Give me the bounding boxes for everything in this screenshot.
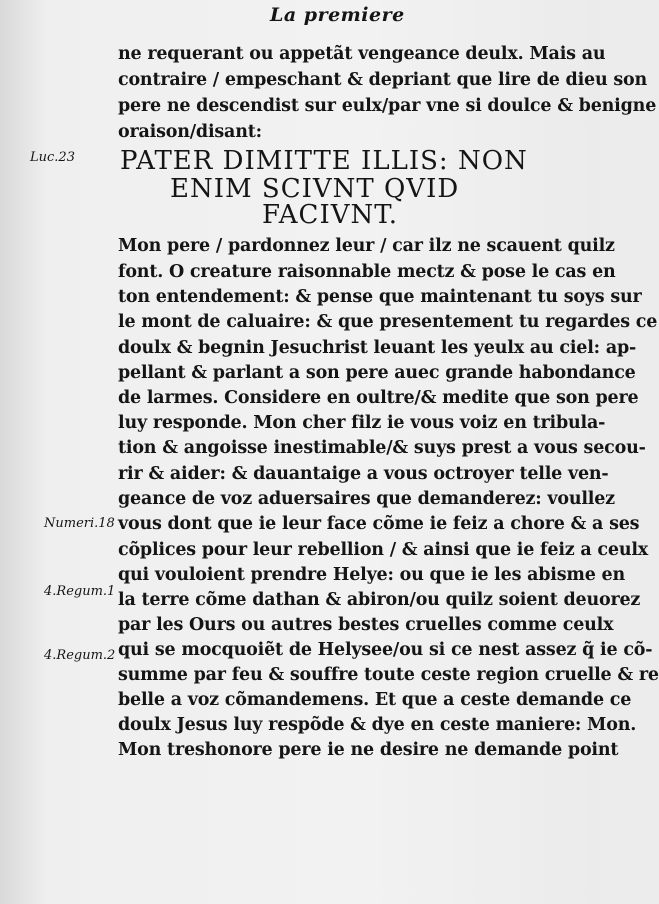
text-line: doulx Jesus luy respõde & dye en ceste maniere: Mon. — [118, 715, 637, 735]
text-line: belle a voz cõmandemens. Et que a ceste demande ce — [118, 690, 632, 710]
latin-quote-line: ENIM SCIVNT QVID — [170, 174, 460, 204]
text-line: summe par feu & souffre toute ceste region cruelle & re — [118, 665, 659, 685]
text-line: tion & angoisse inestimable/& suys prest a vous secou- — [118, 438, 646, 458]
text-line: geance de voz aduersaires que demanderez: voullez — [118, 489, 615, 509]
margin-note-regum-2: 4.Regum.2 — [44, 648, 116, 663]
text-line: ne requerant ou appetãt vengeance deulx. Mais au — [118, 44, 606, 64]
text-line: ton entendement: & pense que maintenant tu soys sur — [118, 287, 642, 307]
text-line: luy responde. Mon cher filz ie vous voiz en tribula- — [118, 413, 606, 433]
text-line: la terre cõme dathan & abiron/ou quilz soient deuorez — [118, 590, 641, 610]
margin-note-numeri: Numeri.18 — [44, 516, 115, 531]
text-line: Mon pere / pardonnez leur / car ilz ne scauent quilz — [118, 236, 615, 256]
text-line: pellant & parlant a son pere auec grande habondance — [118, 363, 636, 383]
margin-note-regum-1: 4.Regum.1 — [44, 584, 116, 599]
text-line: le mont de caluaire: & que presentement tu regardes ce — [118, 312, 658, 332]
text-line: Mon treshonore pere ie ne desire ne demande point — [118, 740, 619, 760]
text-line: doulx & begnin Jesuchrist leuant les yeulx au ciel: ap- — [118, 338, 637, 358]
text-line: de larmes. Considere en oultre/& medite que son pere — [118, 388, 639, 408]
latin-quote-line: FACIVNT. — [262, 200, 399, 230]
text-line: vous dont que ie leur face cõme ie feiz a chore & a ses — [118, 514, 640, 534]
text-line: par les Ours ou autres bestes cruelles comme ceulx — [118, 615, 614, 635]
latin-quote-line: PATER DIMITTE ILLIS: NON — [120, 146, 528, 176]
text-line: contraire / empeschant & depriant que lire de dieu son — [118, 70, 648, 90]
text-line: qui se mocquoiẽt de Helysee/ou si ce nest assez q̃ ie cõ- — [118, 640, 653, 660]
text-line: pere ne descendist sur eulx/par vne si doulce & benigne — [118, 96, 657, 116]
text-line: font. O creature raisonnable mectz & pose le cas en — [118, 262, 616, 282]
text-line: rir & aider: & dauantaige a vous octroyer telle ven- — [118, 464, 609, 484]
running-head: La premiere — [270, 4, 405, 26]
text-line: oraison/disant: — [118, 122, 262, 142]
margin-note-luc: Luc.23 — [30, 150, 75, 165]
text-line: cõplices pour leur rebellion / & ainsi que ie feiz a ceulx — [118, 540, 649, 560]
text-line: qui vouloient prendre Helye: ou que ie les abisme en — [118, 565, 625, 585]
